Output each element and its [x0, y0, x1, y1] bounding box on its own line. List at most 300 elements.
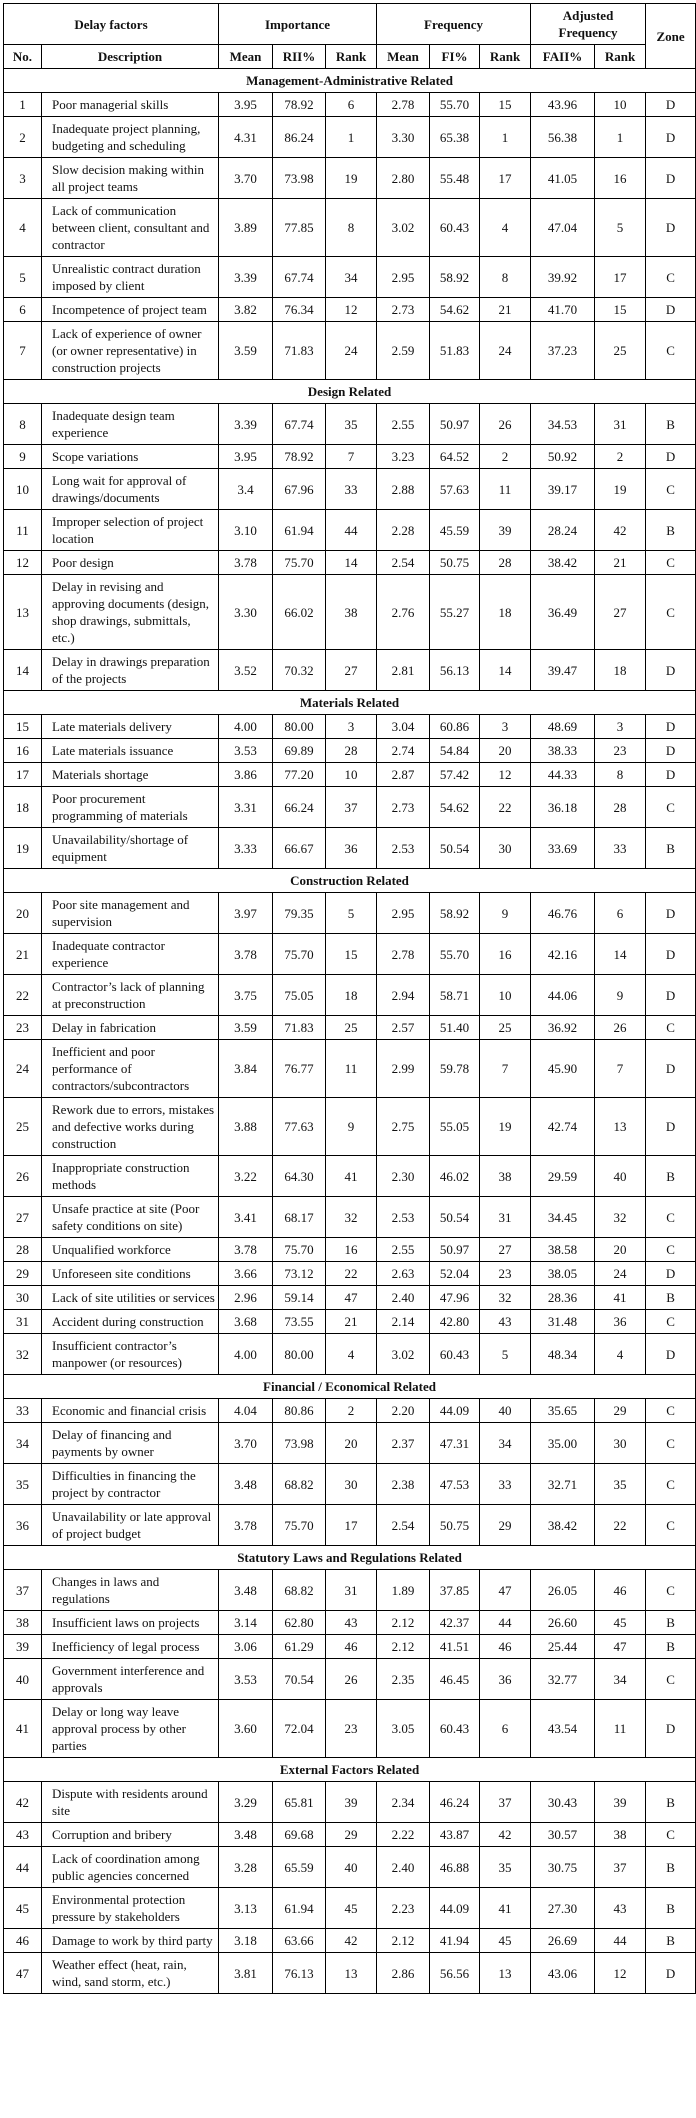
cell-frequency-rank: 28: [480, 551, 531, 575]
cell-description: Late materials issuance: [42, 739, 219, 763]
cell-importance-rank: 7: [326, 445, 377, 469]
cell-adjusted-rank: 8: [595, 763, 646, 787]
cell-importance-mean: 3.53: [219, 1659, 273, 1700]
cell-fi: 57.42: [430, 763, 480, 787]
cell-rii: 67.96: [273, 469, 326, 510]
cell-rii: 80.86: [273, 1399, 326, 1423]
cell-frequency-mean: 2.81: [377, 650, 430, 691]
cell-importance-mean: 3.39: [219, 404, 273, 445]
cell-frequency-rank: 33: [480, 1464, 531, 1505]
cell-no: 1: [4, 93, 42, 117]
cell-zone: B: [646, 1286, 696, 1310]
cell-adjusted-rank: 4: [595, 1334, 646, 1375]
table-row: [4, 739, 696, 763]
cell-rii: 79.35: [273, 893, 326, 934]
cell-importance-rank: 20: [326, 1423, 377, 1464]
cell-adjusted-rank: 19: [595, 469, 646, 510]
cell-description: Inadequate design team experience: [42, 404, 219, 445]
cell-frequency-rank: 42: [480, 1823, 531, 1847]
cell-frequency-mean: 2.12: [377, 1929, 430, 1953]
cell-faii: 46.76: [531, 893, 595, 934]
cell-zone: D: [646, 93, 696, 117]
cell-importance-rank: 42: [326, 1929, 377, 1953]
cell-importance-rank: 15: [326, 934, 377, 975]
cell-frequency-rank: 39: [480, 510, 531, 551]
cell-frequency-rank: 34: [480, 1423, 531, 1464]
cell-frequency-rank: 41: [480, 1888, 531, 1929]
cell-importance-rank: 37: [326, 787, 377, 828]
cell-fi: 50.54: [430, 828, 480, 869]
table-row: [4, 650, 696, 691]
cell-zone: D: [646, 1098, 696, 1156]
cell-importance-mean: 3.81: [219, 1953, 273, 1994]
cell-fi: 52.04: [430, 1262, 480, 1286]
cell-faii: 26.05: [531, 1570, 595, 1611]
table-row: [4, 1334, 696, 1375]
table-row: [4, 893, 696, 934]
header-fi: FI%: [430, 45, 480, 69]
cell-description: Poor procurement programming of materials: [42, 787, 219, 828]
header-rii: RII%: [273, 45, 326, 69]
cell-zone: C: [646, 1016, 696, 1040]
cell-importance-rank: 28: [326, 739, 377, 763]
cell-importance-mean: 3.78: [219, 1238, 273, 1262]
cell-frequency-rank: 44: [480, 1611, 531, 1635]
cell-no: 6: [4, 298, 42, 322]
cell-faii: 35.00: [531, 1423, 595, 1464]
cell-description: Delay in fabrication: [42, 1016, 219, 1040]
cell-no: 39: [4, 1635, 42, 1659]
cell-importance-rank: 16: [326, 1238, 377, 1262]
cell-fi: 55.70: [430, 93, 480, 117]
cell-frequency-mean: 2.95: [377, 893, 430, 934]
cell-rii: 72.04: [273, 1700, 326, 1758]
cell-fi: 50.97: [430, 404, 480, 445]
table-row: [4, 1659, 696, 1700]
cell-adjusted-rank: 12: [595, 1953, 646, 1994]
cell-description: Delay of financing and payments by owner: [42, 1423, 219, 1464]
cell-adjusted-rank: 2: [595, 445, 646, 469]
cell-adjusted-rank: 42: [595, 510, 646, 551]
cell-importance-mean: 3.48: [219, 1464, 273, 1505]
cell-fi: 47.96: [430, 1286, 480, 1310]
table-row: [4, 1238, 696, 1262]
cell-adjusted-rank: 21: [595, 551, 646, 575]
cell-rii: 68.82: [273, 1464, 326, 1505]
cell-frequency-mean: 1.89: [377, 1570, 430, 1611]
cell-zone: B: [646, 404, 696, 445]
cell-frequency-mean: 2.55: [377, 1238, 430, 1262]
cell-description: Economic and financial crisis: [42, 1399, 219, 1423]
cell-zone: C: [646, 469, 696, 510]
cell-importance-mean: 3.10: [219, 510, 273, 551]
cell-importance-mean: 3.60: [219, 1700, 273, 1758]
group-title: Statutory Laws and Regulations Related: [4, 1546, 696, 1570]
cell-adjusted-rank: 27: [595, 575, 646, 650]
cell-adjusted-rank: 40: [595, 1156, 646, 1197]
cell-importance-rank: 45: [326, 1888, 377, 1929]
cell-importance-mean: 3.95: [219, 93, 273, 117]
cell-fi: 47.53: [430, 1464, 480, 1505]
table-row: [4, 404, 696, 445]
cell-no: 13: [4, 575, 42, 650]
cell-importance-rank: 19: [326, 158, 377, 199]
cell-importance-rank: 24: [326, 322, 377, 380]
cell-fi: 60.86: [430, 715, 480, 739]
cell-rii: 77.85: [273, 199, 326, 257]
cell-frequency-mean: 2.99: [377, 1040, 430, 1098]
cell-adjusted-rank: 46: [595, 1570, 646, 1611]
cell-rii: 68.82: [273, 1570, 326, 1611]
cell-importance-mean: 3.4: [219, 469, 273, 510]
cell-importance-rank: 11: [326, 1040, 377, 1098]
cell-importance-mean: 3.95: [219, 445, 273, 469]
cell-description: Unforeseen site conditions: [42, 1262, 219, 1286]
cell-no: 5: [4, 257, 42, 298]
table-row: [4, 510, 696, 551]
table-row: [4, 1847, 696, 1888]
cell-frequency-rank: 19: [480, 1098, 531, 1156]
cell-faii: 43.96: [531, 93, 595, 117]
cell-fi: 50.97: [430, 1238, 480, 1262]
cell-frequency-rank: 21: [480, 298, 531, 322]
cell-importance-mean: 4.00: [219, 715, 273, 739]
cell-frequency-mean: 3.04: [377, 715, 430, 739]
cell-importance-rank: 8: [326, 199, 377, 257]
cell-adjusted-rank: 20: [595, 1238, 646, 1262]
cell-faii: 39.47: [531, 650, 595, 691]
cell-zone: B: [646, 1611, 696, 1635]
cell-importance-mean: 3.78: [219, 551, 273, 575]
cell-zone: D: [646, 715, 696, 739]
cell-adjusted-rank: 33: [595, 828, 646, 869]
cell-frequency-mean: 2.95: [377, 257, 430, 298]
cell-description: Poor design: [42, 551, 219, 575]
cell-importance-mean: 3.22: [219, 1156, 273, 1197]
group-header-row: [4, 1546, 696, 1570]
cell-faii: 39.92: [531, 257, 595, 298]
cell-adjusted-rank: 39: [595, 1782, 646, 1823]
cell-frequency-mean: 2.75: [377, 1098, 430, 1156]
cell-faii: 26.60: [531, 1611, 595, 1635]
cell-description: Poor site management and supervision: [42, 893, 219, 934]
cell-frequency-mean: 2.55: [377, 404, 430, 445]
cell-frequency-rank: 2: [480, 445, 531, 469]
cell-importance-rank: 27: [326, 650, 377, 691]
cell-fi: 42.80: [430, 1310, 480, 1334]
cell-zone: C: [646, 1659, 696, 1700]
cell-adjusted-rank: 24: [595, 1262, 646, 1286]
cell-no: 35: [4, 1464, 42, 1505]
cell-frequency-mean: 2.22: [377, 1823, 430, 1847]
cell-faii: 31.48: [531, 1310, 595, 1334]
cell-faii: 43.54: [531, 1700, 595, 1758]
cell-description: Inadequate contractor experience: [42, 934, 219, 975]
cell-importance-rank: 40: [326, 1847, 377, 1888]
cell-faii: 25.44: [531, 1635, 595, 1659]
cell-importance-mean: 3.33: [219, 828, 273, 869]
header-frequency: Frequency: [377, 4, 531, 45]
cell-adjusted-rank: 16: [595, 158, 646, 199]
cell-zone: C: [646, 1570, 696, 1611]
cell-rii: 77.63: [273, 1098, 326, 1156]
cell-importance-rank: 29: [326, 1823, 377, 1847]
cell-faii: 38.58: [531, 1238, 595, 1262]
cell-faii: 50.92: [531, 445, 595, 469]
cell-description: Unqualified workforce: [42, 1238, 219, 1262]
cell-frequency-rank: 7: [480, 1040, 531, 1098]
cell-fi: 44.09: [430, 1888, 480, 1929]
cell-faii: 30.43: [531, 1782, 595, 1823]
cell-importance-rank: 25: [326, 1016, 377, 1040]
cell-frequency-rank: 17: [480, 158, 531, 199]
cell-description: Insufficient laws on projects: [42, 1611, 219, 1635]
cell-importance-rank: 26: [326, 1659, 377, 1700]
cell-frequency-rank: 24: [480, 322, 531, 380]
group-header-row: [4, 1375, 696, 1399]
header-no: No.: [4, 45, 42, 69]
cell-faii: 42.16: [531, 934, 595, 975]
cell-faii: 44.33: [531, 763, 595, 787]
cell-description: Slow decision making within all project teams: [42, 158, 219, 199]
table-row: [4, 1399, 696, 1423]
cell-frequency-mean: 2.88: [377, 469, 430, 510]
cell-rii: 71.83: [273, 322, 326, 380]
cell-frequency-rank: 20: [480, 739, 531, 763]
cell-frequency-mean: 2.54: [377, 1505, 430, 1546]
cell-rii: 61.94: [273, 1888, 326, 1929]
group-header-row: [4, 691, 696, 715]
cell-rii: 73.98: [273, 158, 326, 199]
cell-no: 16: [4, 739, 42, 763]
cell-importance-rank: 31: [326, 1570, 377, 1611]
cell-adjusted-rank: 34: [595, 1659, 646, 1700]
cell-frequency-mean: 2.40: [377, 1847, 430, 1888]
cell-frequency-mean: 2.35: [377, 1659, 430, 1700]
cell-importance-mean: 4.31: [219, 117, 273, 158]
cell-frequency-mean: 2.34: [377, 1782, 430, 1823]
cell-rii: 66.67: [273, 828, 326, 869]
cell-frequency-mean: 2.76: [377, 575, 430, 650]
cell-rii: 75.70: [273, 1238, 326, 1262]
cell-fi: 54.84: [430, 739, 480, 763]
cell-fi: 46.88: [430, 1847, 480, 1888]
cell-rii: 62.80: [273, 1611, 326, 1635]
cell-rii: 63.66: [273, 1929, 326, 1953]
cell-rii: 86.24: [273, 117, 326, 158]
cell-frequency-rank: 43: [480, 1310, 531, 1334]
cell-description: Corruption and bribery: [42, 1823, 219, 1847]
table-row: [4, 828, 696, 869]
cell-description: Damage to work by third party: [42, 1929, 219, 1953]
cell-no: 42: [4, 1782, 42, 1823]
cell-fi: 58.92: [430, 893, 480, 934]
cell-frequency-rank: 35: [480, 1847, 531, 1888]
cell-no: 41: [4, 1700, 42, 1758]
cell-frequency-rank: 13: [480, 1953, 531, 1994]
cell-zone: D: [646, 117, 696, 158]
cell-frequency-mean: 3.23: [377, 445, 430, 469]
cell-rii: 65.81: [273, 1782, 326, 1823]
cell-zone: D: [646, 1953, 696, 1994]
header-row-2: [4, 45, 696, 69]
cell-frequency-rank: 46: [480, 1635, 531, 1659]
cell-importance-mean: 3.82: [219, 298, 273, 322]
cell-adjusted-rank: 38: [595, 1823, 646, 1847]
cell-rii: 67.74: [273, 404, 326, 445]
cell-zone: C: [646, 1399, 696, 1423]
cell-frequency-mean: 3.30: [377, 117, 430, 158]
cell-adjusted-rank: 3: [595, 715, 646, 739]
cell-rii: 78.92: [273, 93, 326, 117]
cell-adjusted-rank: 29: [595, 1399, 646, 1423]
cell-description: Delay in drawings preparation of the projects: [42, 650, 219, 691]
cell-frequency-rank: 9: [480, 893, 531, 934]
cell-zone: C: [646, 1823, 696, 1847]
cell-adjusted-rank: 25: [595, 322, 646, 380]
cell-fi: 55.05: [430, 1098, 480, 1156]
cell-zone: B: [646, 1782, 696, 1823]
cell-faii: 45.90: [531, 1040, 595, 1098]
cell-rii: 66.02: [273, 575, 326, 650]
cell-description: Environmental protection pressure by stakeholders: [42, 1888, 219, 1929]
cell-frequency-rank: 18: [480, 575, 531, 650]
cell-importance-rank: 32: [326, 1197, 377, 1238]
cell-zone: D: [646, 763, 696, 787]
cell-faii: 47.04: [531, 199, 595, 257]
cell-faii: 48.34: [531, 1334, 595, 1375]
cell-importance-mean: 3.30: [219, 575, 273, 650]
cell-description: Delay in revising and approving documents (design, shop drawings, submittals, etc.): [42, 575, 219, 650]
cell-no: 31: [4, 1310, 42, 1334]
cell-no: 27: [4, 1197, 42, 1238]
cell-no: 26: [4, 1156, 42, 1197]
group-header-row: [4, 69, 696, 93]
cell-frequency-mean: 2.74: [377, 739, 430, 763]
group-title: Design Related: [4, 380, 696, 404]
cell-adjusted-rank: 30: [595, 1423, 646, 1464]
cell-zone: C: [646, 322, 696, 380]
cell-adjusted-rank: 6: [595, 893, 646, 934]
cell-no: 14: [4, 650, 42, 691]
table-row: [4, 575, 696, 650]
cell-rii: 80.00: [273, 1334, 326, 1375]
cell-frequency-mean: 2.63: [377, 1262, 430, 1286]
cell-rii: 75.70: [273, 934, 326, 975]
cell-importance-rank: 4: [326, 1334, 377, 1375]
cell-faii: 36.92: [531, 1016, 595, 1040]
cell-rii: 71.83: [273, 1016, 326, 1040]
cell-description: Inappropriate construction methods: [42, 1156, 219, 1197]
cell-adjusted-rank: 32: [595, 1197, 646, 1238]
delay-factors-table: [3, 3, 696, 1994]
cell-fi: 37.85: [430, 1570, 480, 1611]
cell-frequency-mean: 2.94: [377, 975, 430, 1016]
table-row: [4, 1016, 696, 1040]
group-title: External Factors Related: [4, 1758, 696, 1782]
cell-description: Dispute with residents around site: [42, 1782, 219, 1823]
table-row: [4, 787, 696, 828]
cell-zone: B: [646, 1847, 696, 1888]
cell-frequency-rank: 27: [480, 1238, 531, 1262]
cell-adjusted-rank: 15: [595, 298, 646, 322]
cell-importance-mean: 3.41: [219, 1197, 273, 1238]
cell-rii: 75.70: [273, 551, 326, 575]
cell-importance-rank: 44: [326, 510, 377, 551]
cell-fi: 54.62: [430, 787, 480, 828]
cell-fi: 46.45: [430, 1659, 480, 1700]
header-importance-mean: Mean: [219, 45, 273, 69]
cell-adjusted-rank: 17: [595, 257, 646, 298]
cell-faii: 32.71: [531, 1464, 595, 1505]
cell-adjusted-rank: 7: [595, 1040, 646, 1098]
cell-zone: D: [646, 739, 696, 763]
table-row: [4, 1823, 696, 1847]
cell-frequency-rank: 3: [480, 715, 531, 739]
cell-importance-rank: 23: [326, 1700, 377, 1758]
cell-importance-mean: 3.28: [219, 1847, 273, 1888]
cell-frequency-mean: 2.28: [377, 510, 430, 551]
cell-rii: 76.77: [273, 1040, 326, 1098]
cell-no: 11: [4, 510, 42, 551]
cell-zone: D: [646, 650, 696, 691]
cell-frequency-mean: 2.53: [377, 828, 430, 869]
cell-frequency-mean: 2.73: [377, 298, 430, 322]
cell-adjusted-rank: 41: [595, 1286, 646, 1310]
cell-frequency-rank: 10: [480, 975, 531, 1016]
table-row: [4, 715, 696, 739]
cell-rii: 59.14: [273, 1286, 326, 1310]
cell-importance-rank: 43: [326, 1611, 377, 1635]
table-body: [4, 69, 696, 1994]
cell-frequency-mean: 2.14: [377, 1310, 430, 1334]
cell-adjusted-rank: 5: [595, 199, 646, 257]
cell-importance-mean: 3.14: [219, 1611, 273, 1635]
cell-no: 9: [4, 445, 42, 469]
header-adjusted-rank: Rank: [595, 45, 646, 69]
cell-rii: 61.29: [273, 1635, 326, 1659]
cell-no: 4: [4, 199, 42, 257]
cell-fi: 41.51: [430, 1635, 480, 1659]
table-row: [4, 257, 696, 298]
cell-no: 8: [4, 404, 42, 445]
cell-importance-mean: 3.39: [219, 257, 273, 298]
cell-zone: C: [646, 575, 696, 650]
cell-fi: 58.92: [430, 257, 480, 298]
cell-zone: D: [646, 1262, 696, 1286]
header-frequency-rank: Rank: [480, 45, 531, 69]
cell-faii: 34.45: [531, 1197, 595, 1238]
cell-fi: 58.71: [430, 975, 480, 1016]
table-row: [4, 1505, 696, 1546]
cell-importance-mean: 3.75: [219, 975, 273, 1016]
cell-faii: 48.69: [531, 715, 595, 739]
header-zone: Zone: [646, 4, 696, 69]
cell-zone: D: [646, 298, 696, 322]
cell-description: Lack of coordination among public agencies concerned: [42, 1847, 219, 1888]
cell-description: Rework due to errors, mistakes and defective works during construction: [42, 1098, 219, 1156]
group-header-row: [4, 380, 696, 404]
group-header-row: [4, 869, 696, 893]
cell-fi: 56.13: [430, 650, 480, 691]
cell-faii: 38.42: [531, 551, 595, 575]
table-row: [4, 298, 696, 322]
cell-fi: 51.40: [430, 1016, 480, 1040]
cell-importance-rank: 2: [326, 1399, 377, 1423]
cell-importance-mean: 3.66: [219, 1262, 273, 1286]
cell-faii: 44.06: [531, 975, 595, 1016]
cell-importance-mean: 3.59: [219, 322, 273, 380]
